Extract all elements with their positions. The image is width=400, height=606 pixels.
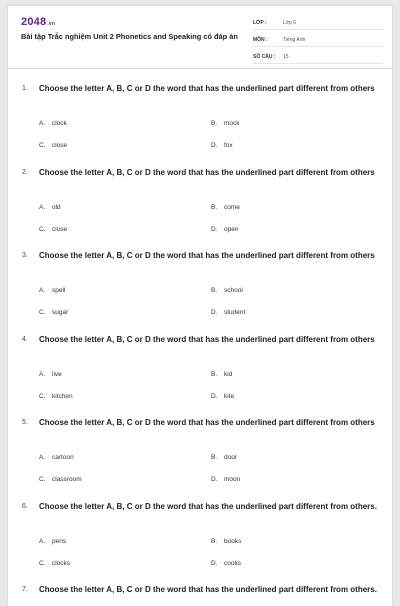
- option-letter: C.: [39, 142, 46, 149]
- option-d[interactable]: [211, 142, 233, 149]
- option-letter: B.: [211, 537, 218, 545]
- option-letter: C.: [39, 309, 46, 316]
- meta-row-subject: [253, 33, 383, 47]
- meta-row-class: [253, 16, 383, 30]
- option-letter: B.: [211, 370, 218, 378]
- question-number: 5.: [22, 419, 28, 426]
- option-letter: D.: [211, 142, 218, 149]
- question-item: [8, 486, 392, 570]
- option-d[interactable]: [211, 560, 241, 567]
- option-a[interactable]: [39, 538, 66, 545]
- option-letter: A.: [39, 370, 46, 378]
- question-number: 6.: [22, 502, 28, 510]
- option-text: come: [224, 203, 240, 211]
- worksheet-page: [8, 6, 392, 606]
- meta-row-count: [253, 50, 383, 64]
- option-b[interactable]: [211, 371, 232, 378]
- option-d[interactable]: [211, 309, 245, 316]
- question-text: Choose the letter A, B, C or D the word that has the underlined part different from others: [39, 334, 375, 344]
- question-item: [8, 68, 392, 152]
- option-text: mock: [224, 120, 240, 127]
- meta-value: Lớp 6: [283, 19, 297, 26]
- option-letter: A.: [39, 287, 46, 294]
- question-text: Choose the letter A, B, C or D the word that has the underlined part different from others: [39, 251, 375, 260]
- option-text: cartoon: [52, 454, 74, 461]
- option-letter: A.: [39, 120, 46, 127]
- logo-suffix: .vn: [47, 21, 56, 27]
- option-letter: C.: [39, 225, 46, 233]
- logo-text: 2048: [21, 16, 47, 28]
- option-text: student: [224, 309, 246, 316]
- option-letter: D.: [211, 225, 218, 233]
- option-text: school: [224, 287, 243, 294]
- option-text: fox: [224, 142, 233, 149]
- option-letter: B.: [211, 120, 218, 127]
- option-c[interactable]: [39, 560, 70, 567]
- option-text: kid: [224, 370, 233, 378]
- page-header: [8, 6, 392, 69]
- option-letter: D.: [211, 309, 218, 316]
- question-item: [8, 569, 392, 606]
- option-b[interactable]: [211, 120, 240, 127]
- option-text: sugar: [52, 309, 69, 316]
- option-letter: B.: [211, 454, 218, 461]
- option-letter: A.: [39, 203, 46, 211]
- option-d[interactable]: [211, 226, 238, 233]
- option-letter: C.: [39, 559, 46, 567]
- option-text: close: [52, 142, 68, 149]
- meta-value: 15: [283, 53, 289, 60]
- question-text: Choose the letter A, B, C or D the word that has the underlined part different from others.: [39, 501, 377, 511]
- option-b[interactable]: [211, 538, 241, 545]
- question-item: [8, 402, 392, 486]
- question-number: 4.: [22, 335, 28, 343]
- option-a[interactable]: [39, 371, 62, 378]
- option-c[interactable]: [39, 309, 68, 316]
- option-letter: B.: [211, 203, 218, 211]
- document-title: Bài tập Trắc nghiệm Unit 2 Phonetics and Speaking có đáp án: [21, 32, 238, 41]
- question-text: Choose the letter A, B, C or D the word that has the underlined part different from others: [39, 84, 375, 93]
- question-text: Choose the letter A, B, C or D the word that has the underlined part different from others.: [39, 585, 377, 594]
- option-text: spell: [52, 287, 66, 294]
- option-text: door: [224, 454, 238, 461]
- question-number: 3.: [22, 252, 28, 259]
- option-text: clock: [52, 120, 67, 127]
- option-a[interactable]: [39, 454, 74, 461]
- option-text: kite: [224, 392, 235, 400]
- question-item: [8, 319, 392, 403]
- option-c[interactable]: [39, 476, 82, 483]
- meta-label: MÔN :: [253, 36, 268, 43]
- option-text: clocks: [52, 559, 71, 567]
- option-text: moon: [224, 476, 241, 483]
- option-text: old: [52, 203, 61, 211]
- meta-label: LỚP :: [253, 19, 267, 26]
- option-text: open: [224, 225, 239, 233]
- option-letter: D.: [211, 559, 218, 567]
- option-b[interactable]: [211, 454, 237, 461]
- option-d[interactable]: [211, 476, 240, 483]
- option-text: books: [224, 537, 242, 545]
- meta-label: SỐ CÂU :: [253, 53, 276, 60]
- option-text: live: [52, 370, 62, 378]
- option-a[interactable]: [39, 287, 65, 294]
- option-text: kitchen: [52, 392, 73, 400]
- meta-value: Tiếng Anh: [283, 36, 306, 43]
- option-b[interactable]: [211, 287, 243, 294]
- metadata-panel: [253, 16, 383, 67]
- question-number: 2.: [22, 168, 28, 176]
- option-letter: D.: [211, 476, 218, 483]
- option-letter: D.: [211, 392, 218, 400]
- option-b[interactable]: [211, 204, 240, 211]
- option-letter: C.: [39, 476, 46, 483]
- option-c[interactable]: [39, 226, 67, 233]
- question-text: Choose the letter A, B, C or D the word that has the underlined part different from others: [39, 418, 375, 427]
- question-text: Choose the letter A, B, C or D the word that has the underlined part different from others: [39, 167, 375, 177]
- question-number: 1.: [22, 85, 28, 92]
- option-a[interactable]: [39, 204, 61, 211]
- site-logo[interactable]: [21, 16, 55, 28]
- option-c[interactable]: [39, 393, 73, 400]
- option-text: close: [52, 225, 68, 233]
- option-d[interactable]: [211, 393, 234, 400]
- option-letter: A.: [39, 537, 46, 545]
- option-a[interactable]: [39, 120, 67, 127]
- question-number: 7.: [22, 586, 28, 593]
- question-item: [8, 152, 392, 236]
- option-text: cooks: [224, 559, 241, 567]
- option-text: pens: [52, 537, 67, 545]
- question-item: [8, 235, 392, 319]
- option-letter: B.: [211, 287, 218, 294]
- option-letter: C.: [39, 392, 46, 400]
- option-c[interactable]: [39, 142, 67, 149]
- question-list: [8, 68, 392, 606]
- option-letter: A.: [39, 454, 46, 461]
- option-text: classroom: [52, 476, 82, 483]
